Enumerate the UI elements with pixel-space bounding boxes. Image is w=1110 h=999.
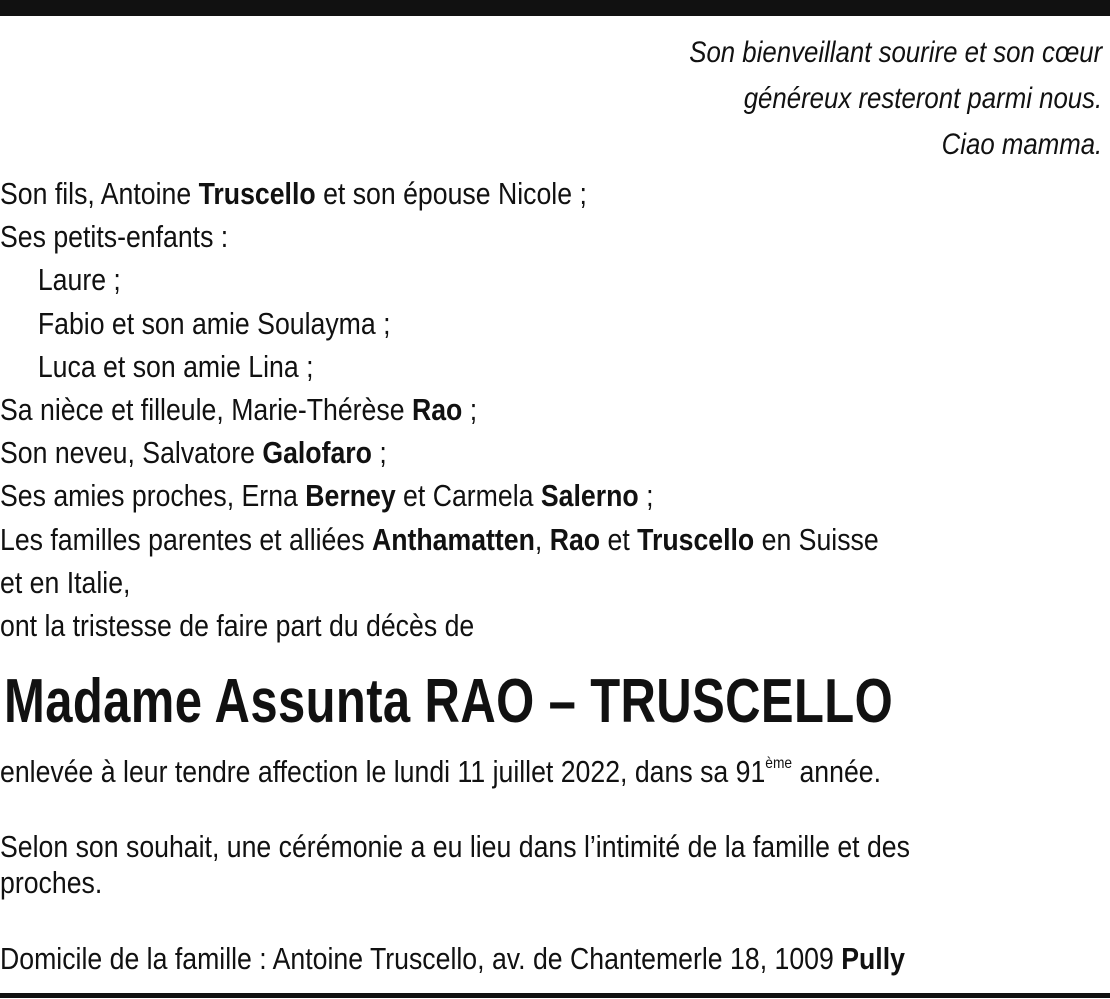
bottom-border-rule bbox=[0, 993, 1110, 998]
announcement-line: ont la tristesse de faire part du décès de bbox=[0, 608, 475, 644]
top-border-rule bbox=[0, 0, 1110, 16]
text-run: et Carmela bbox=[395, 478, 541, 514]
family-line-grandchild: Luca et son amie Lina ; bbox=[37, 348, 314, 384]
family-line-nephew bbox=[0, 431, 879, 474]
text-run: ; bbox=[638, 478, 654, 514]
surname: Rao bbox=[549, 521, 601, 557]
ordinal-suffix: ème bbox=[765, 755, 793, 772]
text-run: Ses amies proches, Erna bbox=[0, 478, 306, 514]
ceremony-line: proches. bbox=[0, 865, 103, 900]
quote-line: généreux resteront parmi nous. bbox=[743, 82, 1102, 115]
text-run: Son fils, Antoine bbox=[0, 176, 199, 211]
death-notice-line bbox=[0, 754, 881, 790]
text-run: enlevée à leur tendre affection le lundi 11 juillet 2022, dans sa 91 bbox=[0, 754, 766, 789]
quote-line: Son bienveillant sourire et son cœur bbox=[688, 36, 1102, 69]
surname: Truscello bbox=[637, 521, 755, 557]
text-run: Son neveu, Salvatore bbox=[0, 435, 263, 471]
text-run: année. bbox=[792, 754, 882, 789]
text-run: et bbox=[600, 521, 638, 557]
text-run: Domicile de la famille : Antoine Truscello, av. de Chantemerle 18, 1009 bbox=[0, 941, 842, 976]
family-line-grandchild: Fabio et son amie Soulayma ; bbox=[37, 305, 391, 341]
surname: Salerno bbox=[540, 478, 639, 514]
text-run: Sa nièce et filleule, Marie-Thérèse bbox=[0, 392, 412, 428]
text-run: Les familles parentes et alliées bbox=[0, 521, 372, 557]
family-line-continuation: et en Italie, bbox=[0, 564, 131, 600]
deceased-name-heading: Madame Assunta RAO – TRUSCELLO bbox=[4, 667, 894, 736]
city: Pully bbox=[841, 941, 905, 976]
family-line-families bbox=[0, 518, 879, 561]
family-line-grandchild: Laure ; bbox=[37, 262, 121, 298]
surname: Rao bbox=[411, 392, 463, 428]
text-run: en Suisse bbox=[754, 521, 879, 557]
surname: Galofaro bbox=[262, 435, 372, 471]
text-run: , bbox=[534, 521, 550, 557]
family-address bbox=[0, 941, 905, 977]
surname: Anthamatten bbox=[371, 521, 535, 557]
family-list bbox=[0, 172, 879, 647]
family-line-friends bbox=[0, 474, 879, 517]
ceremony-line: Selon son souhait, une cérémonie a eu lieu dans l’intimité de la famille et des bbox=[0, 829, 910, 864]
surname: Berney bbox=[305, 478, 396, 514]
family-line-niece bbox=[0, 388, 879, 431]
epigraph-quote bbox=[689, 30, 1102, 168]
family-line-grandchildren: Ses petits-enfants : bbox=[0, 219, 229, 255]
family-line-son bbox=[0, 172, 879, 215]
surname: Truscello bbox=[198, 176, 316, 211]
ceremony-paragraph bbox=[0, 829, 910, 901]
text-run: ; bbox=[371, 435, 387, 471]
text-run: ; bbox=[462, 392, 478, 428]
quote-line: Ciao mamma. bbox=[941, 128, 1102, 161]
text-run: et son épouse Nicole ; bbox=[315, 176, 587, 211]
